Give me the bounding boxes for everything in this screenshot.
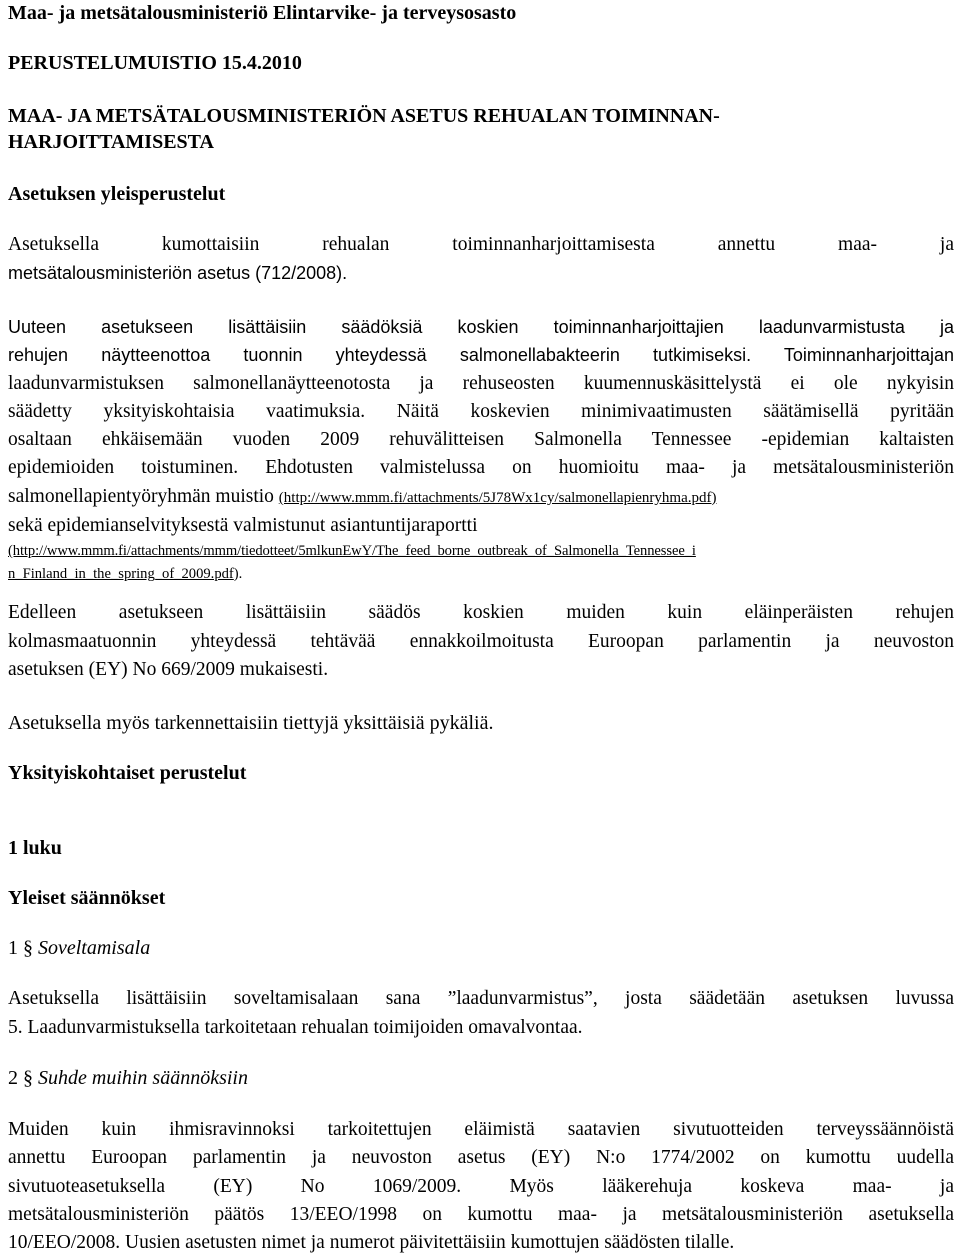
text-line: osaltaan ehkäisemään vuoden 2009 rehuvälitteisen Salmonella Tennessee -epidemian kaltaisten <box>8 429 954 451</box>
section-2-text <box>8 1116 954 1257</box>
text-line: rehujen näytteenottoa tuonnin yhteydessä salmonellabakteerin tutkimiseksi. Toiminnanharjoittajan <box>8 345 954 366</box>
text-line: Asetuksella lisättäisiin soveltamisalaan sana ”laadunvarmistus”, josta säädetään asetuksen luvussa <box>8 988 954 1009</box>
text-line: asetuksen (EY) No 669/2009 mukaisesti. <box>8 659 329 680</box>
general-paragraph-1 <box>8 231 954 287</box>
section-number: 1 § <box>8 937 38 959</box>
muistio-link[interactable]: (http://www.mmm.fi/attachments/5J78Wx1cy/salmonellapienryhma.pdf) <box>278 489 717 506</box>
text-line <box>8 562 954 585</box>
section-number: 2 § <box>8 1067 38 1089</box>
document-title-line-1: MAA- JA METSÄTALOUSMINISTERIÖN ASETUS REHUALAN TOIMINNAN- <box>8 105 720 127</box>
text-line: sekä epidemianselvityksestä valmistunut asiantuntijaraportti <box>8 515 478 537</box>
text-line: metsätalousministeriön päätös 13/EEO/1998 on kumottu maa- ja metsätalousministeriön asetuksella <box>8 1203 954 1225</box>
section-title: Suhde muihin säännöksiin <box>38 1067 248 1089</box>
text-line: metsätalousministeriön asetus (712/2008). <box>8 263 348 283</box>
section-2-heading <box>8 1065 248 1091</box>
section-title: Soveltamisala <box>38 937 151 959</box>
text-line: säädetty yksityiskohtaisia vaatimuksia. Näitä koskevien minimivaatimusten säätämisellä pyritään <box>8 400 954 422</box>
text-line: epidemioiden toistuminen. Ehdotusten valmistelussa on huomioitu maa- ja metsätalousministeriön <box>8 457 954 479</box>
text-line: 5. Laadunvarmistuksella tarkoitetaan rehualan toimijoiden omavalvontaa. <box>8 1016 583 1038</box>
general-paragraph-2 <box>8 313 954 585</box>
text-line: laadunvarmistuksen salmonellanäytteenotosta ja rehuseosten kuumennuskäsittelystä ei ole nykyisin <box>8 372 954 394</box>
text-line: Asetuksella kumottaisiin rehualan toiminnanharjoittamisesta annettu maa- ja <box>8 234 954 255</box>
chapter-number: 1 luku <box>8 837 62 859</box>
text-segment: ). <box>233 566 243 583</box>
detailed-heading: Yksityiskohtaiset perustelut <box>8 762 247 784</box>
chapter-title: Yleiset säännökset <box>8 887 166 909</box>
general-paragraph-3 <box>8 599 954 685</box>
text-line: Edelleen asetukseen lisättäisiin säädös koskien muiden kuin eläinperäisten rehujen <box>8 602 954 623</box>
text-line <box>8 483 954 512</box>
text-line: Uuteen asetukseen lisättäisiin säädöksiä koskien toiminnanharjoittajien laadunvarmistusta ja <box>8 317 954 337</box>
memo-date-line: PERUSTELUMUISTIO 15.4.2010 <box>8 52 302 74</box>
section-1-heading <box>8 935 150 961</box>
text-line: sivutuoteasetuksella (EY) No 1069/2009. Myös lääkerehuja koskeva maa- ja <box>8 1175 954 1197</box>
text-line: annettu Euroopan parlamentin ja neuvoston asetus (EY) N:o 1774/2002 on kumottu uudella <box>8 1147 954 1169</box>
general-paragraph-4: Asetuksella myös tarkennettaisiin tiettyjä yksittäisiä pykäliä. <box>8 712 494 734</box>
text-line: kolmasmaatuonnin yhteydessä tehtävää ennakkoilmoitusta Euroopan parlamentin ja neuvoston <box>8 630 954 652</box>
text-line: 10/EEO/2008. Uusien asetusten nimet ja numerot päivitettäisiin kumottujen säädösten tilalle. <box>8 1232 735 1254</box>
general-heading: Asetuksen yleisperustelut <box>8 183 226 205</box>
text-line: Muiden kuin ihmisravinnoksi tarkoitettujen eläimistä saatavien sivutuotteiden terveyssäännöistä <box>8 1119 954 1140</box>
section-1-text <box>8 985 954 1042</box>
report-link-line-2[interactable]: n_Finland_in_the_spring_of_2009.pdf <box>8 566 234 583</box>
ministry-line: Maa- ja metsätalousministeriö Elintarvike- ja terveysosasto <box>8 2 517 24</box>
document-title-line-2: HARJOITTAMISESTA <box>8 131 214 153</box>
text-segment: salmonellapientyöryhmän muistio <box>8 485 279 507</box>
report-link-line-1[interactable]: (http://www.mmm.fi/attachments/mmm/tiedotteet/5mlkunEwY/The_feed_borne_outbreak_of_Salmonella_Tennessee_i <box>8 543 696 560</box>
